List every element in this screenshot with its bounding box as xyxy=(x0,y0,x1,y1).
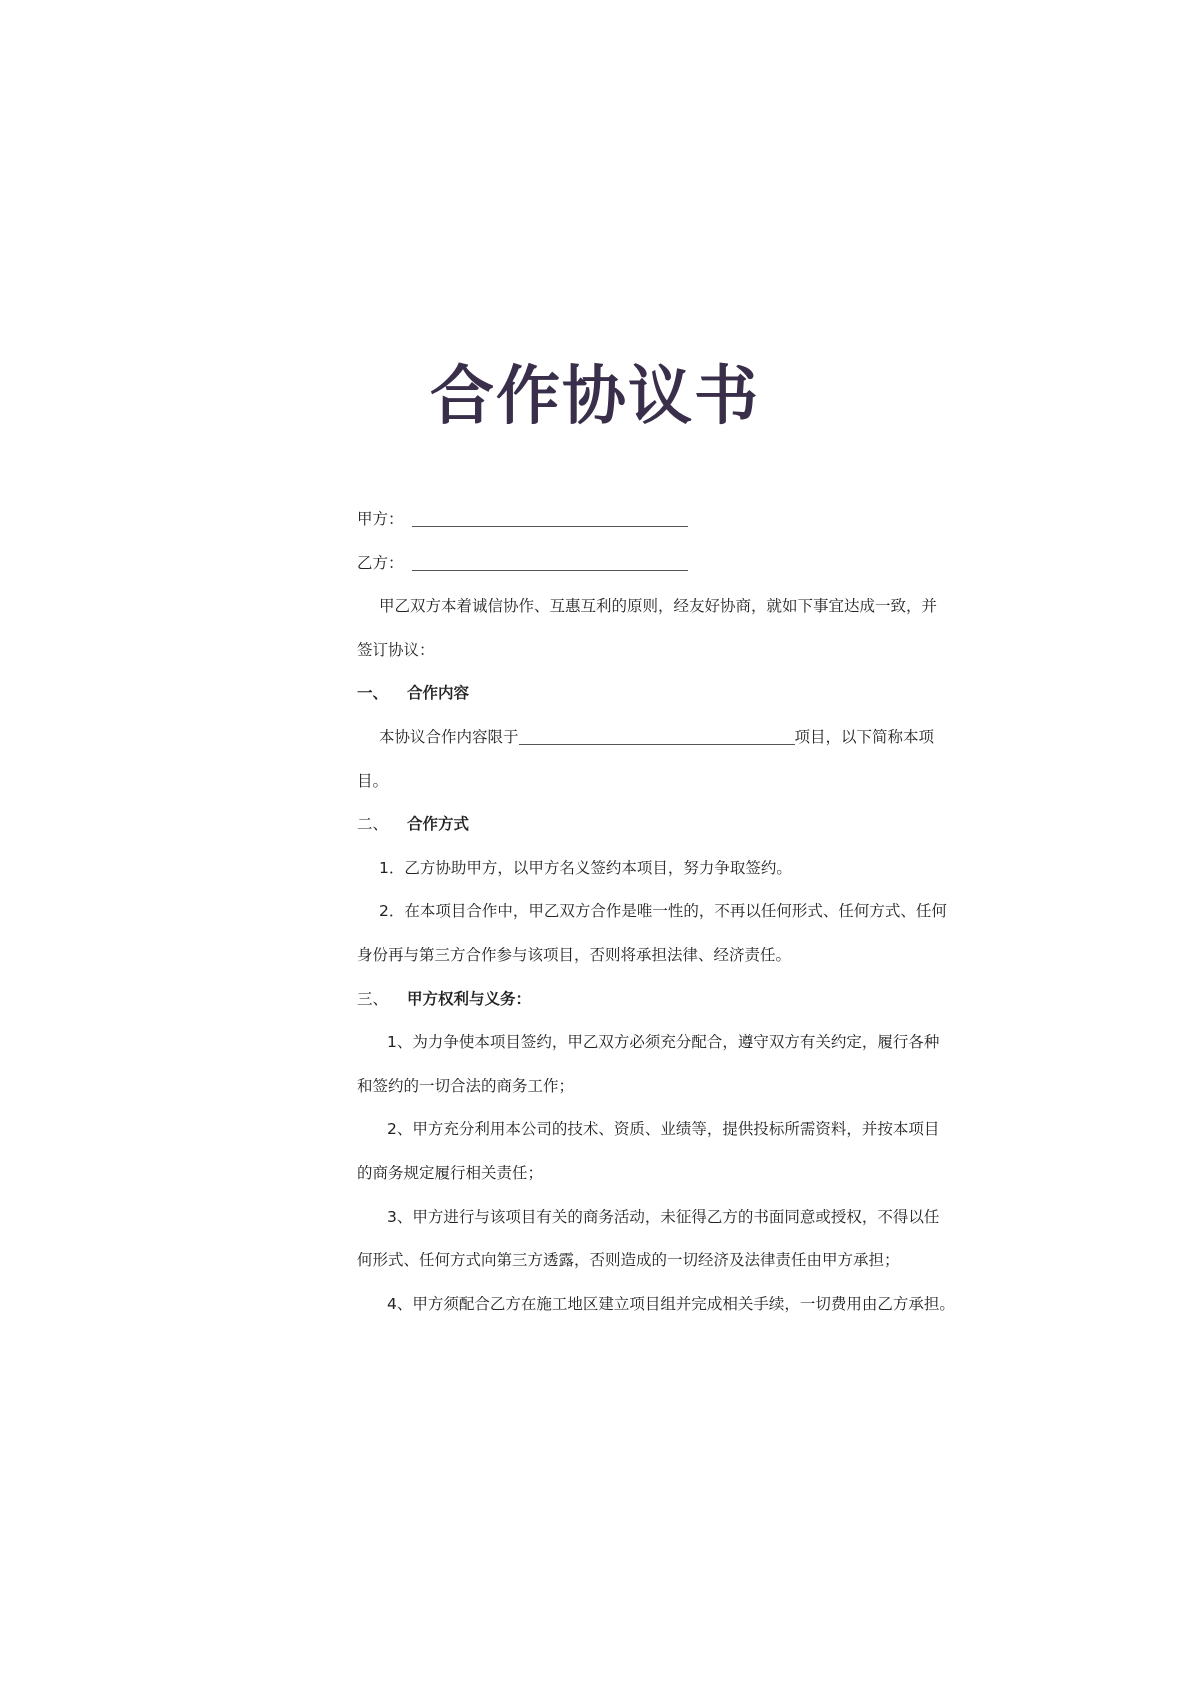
party-a-label: 甲方： xyxy=(357,510,404,528)
party-b-label: 乙方： xyxy=(357,553,404,572)
section-1-content-line-2: 目。 xyxy=(357,771,389,790)
section-1-content-prefix: 本协议合作内容限于 xyxy=(379,727,519,746)
section-3-item-4: 4、甲方须配合乙方在施工地区建立项目组并完成相关手续，一切费用由乙方承担。 xyxy=(387,1294,955,1313)
section-2-heading xyxy=(357,803,937,847)
section-2-number: 二、 xyxy=(357,815,389,834)
section-3-item-1-line-2: 和签约的一切合法的商务工作； xyxy=(357,1076,575,1095)
section-3-title: 甲方权利与义务： xyxy=(407,989,532,1008)
section-2-item-1: 1．乙方协助甲方，以甲方名义签约本项目，努力争取签约。 xyxy=(379,858,792,877)
document-title: 合作协议书 xyxy=(430,360,760,434)
section-3-item-2-line-1: 2、甲方充分利用本公司的技术、资质、业绩等，提供投标所需资料，并按本项目 xyxy=(387,1120,940,1139)
section-2-item-2-line-2: 身份再与第三方合作参与该项目，否则将承担法律、经济责任。 xyxy=(357,945,792,964)
section-2-item-2-line-1: 2．在本项目合作中，甲乙双方合作是唯一性的，不再以任何形式、任何方式、任何 xyxy=(379,902,947,921)
section-2-title: 合作方式 xyxy=(407,815,470,834)
party-a-blank-field[interactable] xyxy=(412,510,688,527)
section-1-content-line-1 xyxy=(357,716,937,760)
section-3-heading xyxy=(357,978,937,1022)
party-b-row xyxy=(357,542,937,586)
section-1-title: 合作内容 xyxy=(407,684,470,703)
section-3-item-3-line-2: 何形式、任何方式向第三方透露，否则造成的一切经济及法律责任由甲方承担； xyxy=(357,1251,900,1270)
section-3-number: 三、 xyxy=(357,989,389,1008)
preamble-line-1: 甲乙双方本着诚信协作、互惠互利的原则，经友好协商，就如下事宜达成一致，并 xyxy=(379,597,938,616)
section-3-item-2-line-2: 的商务规定履行相关责任； xyxy=(357,1163,544,1182)
section-1-heading xyxy=(357,672,937,716)
document-body xyxy=(357,498,955,1326)
section-1-content-suffix: 项目，以下简称本项 xyxy=(794,727,935,746)
section-3-item-1-line-1: 1、为力争使本项目签约，甲乙双方必须充分配合，遵守双方有关约定，履行各种 xyxy=(387,1033,940,1052)
section-1-number: 一、 xyxy=(357,684,389,703)
section-3-item-3-line-1: 3、甲方进行与该项目有关的商务活动，未征得乙方的书面同意或授权，不得以任 xyxy=(387,1207,940,1226)
party-b-blank-field[interactable] xyxy=(412,554,688,571)
party-a-row xyxy=(357,498,937,542)
project-name-blank-field[interactable] xyxy=(519,728,795,745)
preamble-line-2: 签订协议： xyxy=(357,640,435,659)
